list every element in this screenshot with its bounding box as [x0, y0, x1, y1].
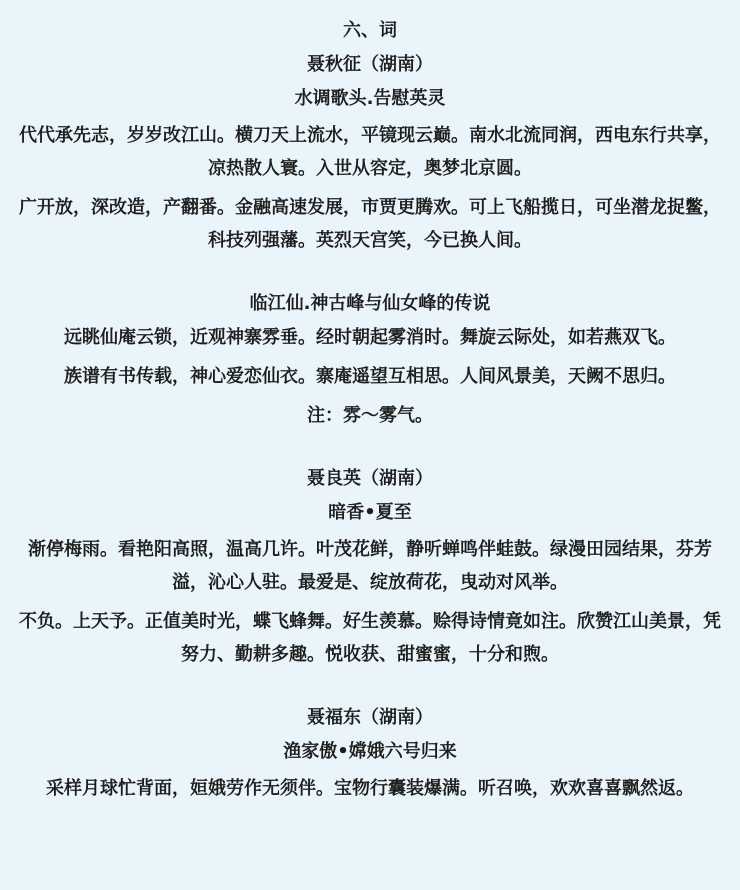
author-name: 聂福东（湖南） [307, 707, 433, 728]
poem-title: 暗香•夏至 [328, 502, 412, 523]
poem-note: 注：雰～雾气。 [307, 405, 433, 426]
spacer [18, 438, 722, 462]
poem-paragraph: 渐停梅雨。看艳阳高照，温高几许。叶茂花鲜，静听蝉鸣伴蛙鼓。绿漫田园结果，芬芳溢，沁心人驻。最爱是、绽放荷花，曳动对风举。 [28, 539, 712, 593]
author-name: 聂秋征（湖南） [307, 54, 433, 75]
poem-paragraph: 代代承先志，岁岁改江山。横刀天上流水，平镜现云巅。南水北流同润，西电东行共享，凉热散人寰。入世从容定，奥梦北京圆。 [19, 125, 721, 179]
author-name: 聂良英（湖南） [307, 468, 433, 489]
poem-paragraph: 不负。上天予。正值美时光，蝶飞蜂舞。好生羡慕。赊得诗情竟如注。欣赞江山美景，凭努力、勤耕多趣。悦收获、甜蜜蜜，十分和煦。 [19, 611, 721, 665]
section-title: 六、词 [343, 20, 397, 41]
poem-paragraph: 远眺仙庵云锁，近观神寨雰垂。经时朝起雾消时。舞旋云际处，如若燕双飞。 [64, 327, 676, 348]
poem-paragraph: 采样月球忙背面，姮娥劳作无须伴。宝物行囊装爆满。听召唤，欢欢喜喜飘然返。 [46, 778, 694, 799]
poem-paragraph: 族谱有书传载，神心爱恋仙衣。寨庵遥望互相思。人间风景美，天阙不思归。 [64, 366, 676, 387]
spacer [18, 677, 722, 701]
poem-paragraph: 广开放，深改造，产翻番。金融高速发展，市贾更腾欢。可上飞船揽日，可坐潜龙捉鳖，科技列强藩。英烈天宫笑，今已换人间。 [19, 197, 721, 251]
spacer [18, 263, 722, 287]
poem-title: 水调歌头.告慰英灵 [294, 88, 446, 109]
poem-title: 渔家傲•嫦娥六号归来 [283, 741, 457, 762]
poem-title: 临江仙.神古峰与仙女峰的传说 [249, 293, 491, 314]
